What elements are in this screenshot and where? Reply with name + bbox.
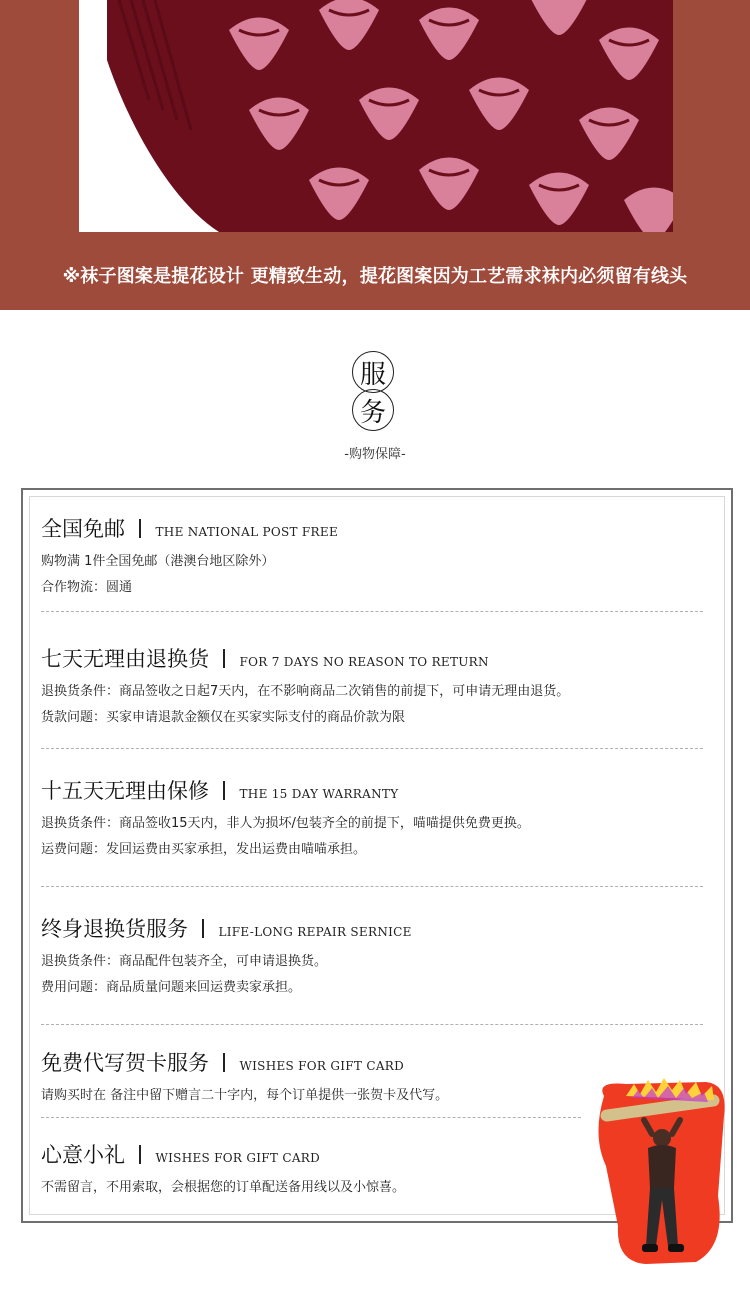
section-divider — [41, 886, 703, 887]
section-text-line: 货款问题：买家申请退款金额仅在买家实际支付的商品价款为限 — [41, 710, 406, 725]
service-heading-char-2: 务 — [352, 389, 394, 431]
section-text-line: 合作物流：圆通 — [41, 580, 133, 595]
section-lifelong-service — [41, 913, 412, 1001]
section-divider — [41, 1117, 581, 1118]
section-text-line: 退换货条件：商品签收15天内，非人为损坏/包装齐全的前提下，喵喵提供免费更换。 — [41, 816, 530, 831]
section-text-line: 购物满 1件全国免邮（港澳台地区除外） — [41, 554, 275, 569]
section-divider — [41, 748, 703, 749]
section-small-gift — [41, 1139, 405, 1201]
section-title: 免费代写贺卡服务 — [41, 1051, 209, 1075]
section-english-title: THE NATIONAL POST FREE — [155, 525, 339, 539]
section-english-title: WISHES FOR GIFT CARD — [239, 1059, 405, 1073]
section-title: 终身退换货服务 — [41, 917, 188, 941]
section-header — [41, 913, 412, 943]
service-subtitle: -购物保障- — [344, 447, 406, 462]
section-7day-return — [41, 643, 569, 731]
section-header — [41, 1139, 405, 1169]
title-divider — [139, 519, 141, 538]
cartoon-figure-sticker-icon — [586, 1076, 732, 1266]
section-divider — [41, 1024, 703, 1025]
section-title: 心意小礼 — [41, 1143, 125, 1167]
section-free-shipping — [41, 513, 338, 601]
section-gift-card — [41, 1047, 448, 1109]
section-header — [41, 1047, 448, 1077]
title-divider — [139, 1145, 141, 1164]
section-header — [41, 643, 569, 673]
section-title: 全国免邮 — [41, 517, 125, 541]
section-text-line: 请购买时在 备注中留下赠言二十字内，每个订单提供一张贺卡及代写。 — [41, 1088, 449, 1103]
section-english-title: FOR 7 DAYS NO REASON TO RETURN — [239, 655, 489, 669]
title-divider — [202, 919, 204, 938]
sock-pattern-image — [79, 0, 673, 232]
title-divider — [223, 1053, 225, 1072]
title-divider — [223, 781, 225, 800]
service-heading-char-1: 服 — [352, 351, 394, 393]
sock-product-photo — [79, 0, 673, 232]
section-english-title: WISHES FOR GIFT CARD — [155, 1151, 321, 1165]
section-english-title: LIFE-LONG REPAIR SERNICE — [218, 925, 412, 939]
product-banner — [0, 0, 750, 310]
section-text-line: 退换货条件：商品配件包装齐全，可申请退换货。 — [41, 954, 328, 969]
section-header — [41, 513, 338, 543]
section-text-line: 运费问题：发回运费由买家承担，发出运费由喵喵承担。 — [41, 842, 367, 857]
section-text-line: 费用问题：商品质量问题来回运费卖家承担。 — [41, 980, 302, 995]
section-title: 七天无理由退换货 — [41, 647, 209, 671]
section-text-line: 退换货条件：商品签收之日起7天内，在不影响商品二次销售的前提下，可申请无理由退货。 — [41, 684, 570, 699]
section-text-line: 不需留言，不用索取，会根据您的订单配送备用线以及小惊喜。 — [41, 1180, 406, 1195]
jacquard-note: ※袜子图案是提花设计 更精致生动，提花图案因为工艺需求袜内必须留有线头 — [62, 266, 688, 287]
section-divider — [41, 611, 703, 612]
title-divider — [223, 649, 225, 668]
section-header — [41, 775, 530, 805]
section-title: 十五天无理由保修 — [41, 779, 209, 803]
section-15day-warranty — [41, 775, 530, 863]
section-english-title: THE 15 DAY WARRANTY — [239, 787, 399, 801]
